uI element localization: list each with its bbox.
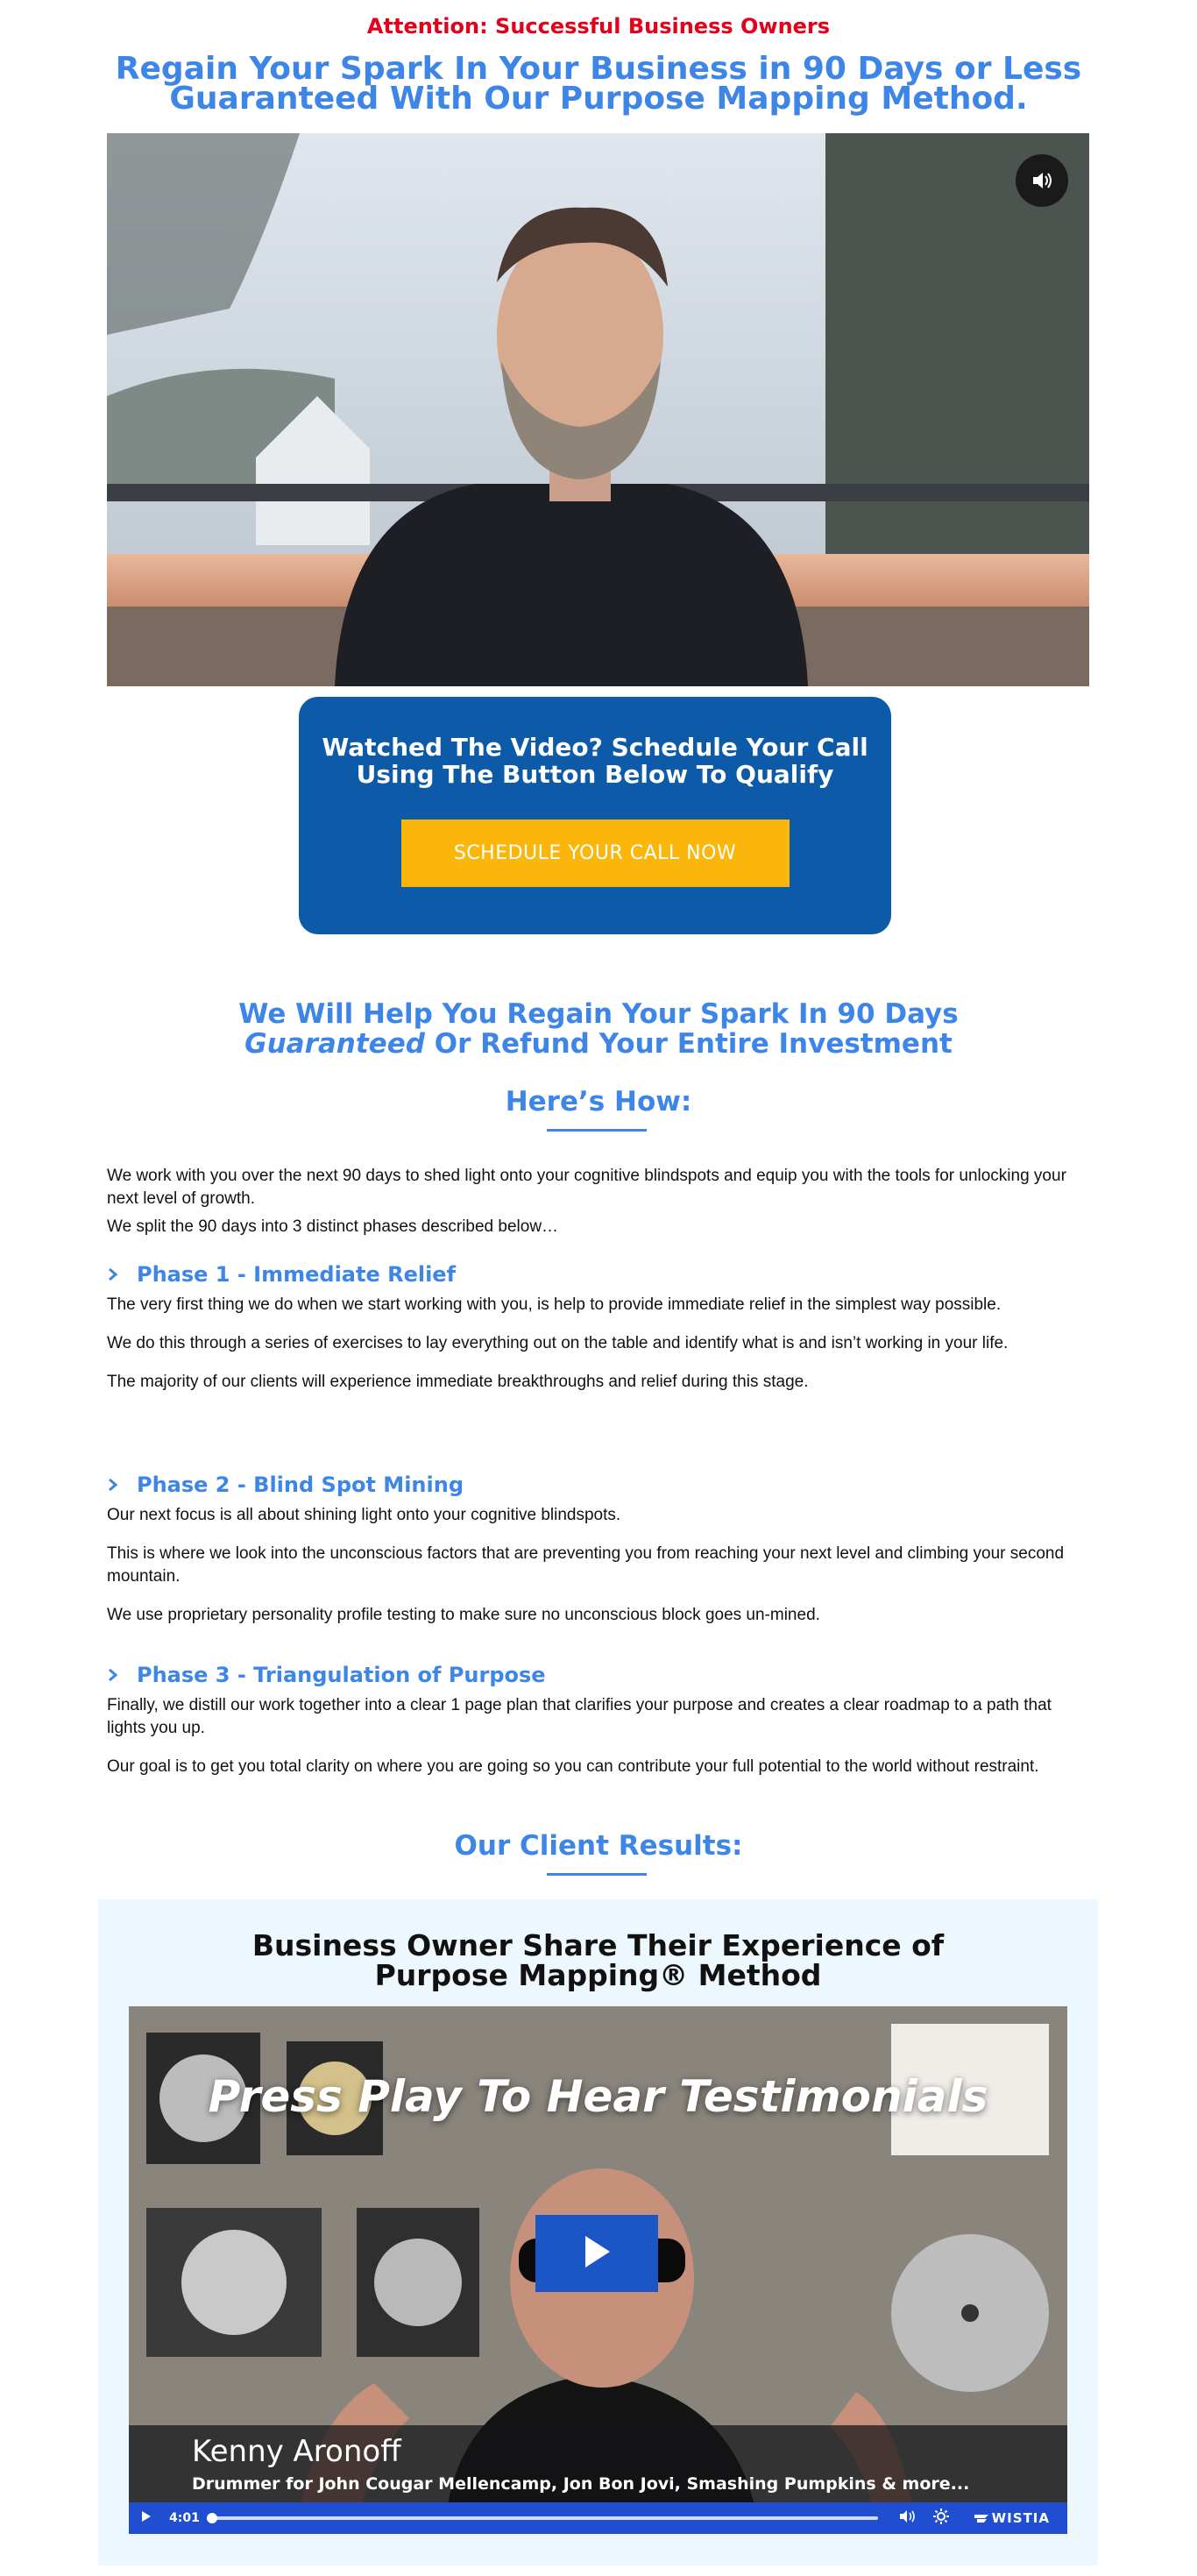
play-icon <box>582 2234 612 2274</box>
how-intro-1: We work with you over the next 90 days to shed light onto your cognitive blindspots and equip you with the tools for unlocking your next level of growth. <box>107 1167 1066 1208</box>
phase-1-paragraph: We do this through a series of exercises to lay everything out on the table and identify what is and isn’t working in your life. <box>107 1334 1009 1352</box>
phase-3-body <box>107 1694 1089 1794</box>
cta-title <box>299 697 891 788</box>
schedule-call-button[interactable]: SCHEDULE YOUR CALL NOW <box>401 820 790 887</box>
wistia-brand-link[interactable] <box>974 2502 1050 2534</box>
video-control-bar <box>129 2502 1067 2534</box>
speaker-volume-icon <box>899 2509 917 2527</box>
phase-3-heading <box>107 1663 546 1687</box>
schedule-call-panel <box>299 697 891 934</box>
phase-1-heading <box>107 1262 456 1287</box>
scrubber-handle[interactable] <box>207 2513 217 2523</box>
phase-2-heading <box>107 1473 464 1497</box>
settings-button[interactable] <box>922 2502 960 2534</box>
phase-1-paragraph: The very first thing we do when we start working with you, is help to provide immediate relief in the simplest way possible. <box>107 1295 1002 1314</box>
guarantee-line-2-rest: Or Refund Your Entire Investment <box>424 1028 953 1060</box>
testimonial-video-player[interactable] <box>129 2006 1067 2534</box>
phase-2-paragraph: Our next focus is all about shining light onto your cognitive blindspots. <box>107 1506 621 1524</box>
play-icon <box>141 2510 152 2526</box>
play-button[interactable] <box>535 2215 658 2292</box>
phase-2-body <box>107 1504 1089 1643</box>
phase-1-title: Phase 1 - Immediate Relief <box>137 1262 457 1287</box>
client-results-heading: Our Client Results: <box>454 1830 743 1862</box>
phase-2-paragraph: We use proprietary personality profile testing to make sure no unconscious block goes un-mined. <box>107 1606 820 1624</box>
volume-button[interactable] <box>894 2502 922 2534</box>
heres-how-underline <box>547 1129 647 1132</box>
speaker-volume-icon <box>1030 168 1054 193</box>
headline-line-2: Guaranteed With Our Purpose Mapping Method. <box>169 81 1028 117</box>
mute-button[interactable] <box>1016 154 1068 207</box>
heres-how-heading: Here’s How: <box>505 1086 692 1118</box>
speaker-name: Kenny Aronoff <box>192 2434 401 2469</box>
cta-title-line-1: Watched The Video? Schedule Your Call <box>322 733 868 762</box>
video-frame-image <box>107 133 1089 686</box>
phase-3-paragraph: Our goal is to get you total clarity on where you are going so you can contribute your full potential to the world without restraint. <box>107 1757 1039 1776</box>
page-headline <box>0 51 1197 117</box>
how-intro <box>107 1165 1089 1238</box>
chevron-right-icon <box>107 1668 128 1682</box>
client-results-underline <box>547 1873 647 1876</box>
cta-title-line-2: Using The Button Below To Qualify <box>356 760 834 789</box>
headline-line-1: Regain Your Spark In Your Business in 90 Days or Less <box>115 51 1082 87</box>
testimonial-title-line-1: Business Owner Share Their Experience of <box>251 1928 945 1962</box>
phase-2-paragraph: This is where we look into the unconscious factors that are preventing you from reaching your next level and climbing your second mountain. <box>107 1544 1065 1586</box>
attention-label: Attention: Successful Business Owners <box>366 14 831 39</box>
small-play-button[interactable] <box>129 2502 164 2534</box>
testimonial-panel <box>98 1899 1098 2565</box>
phase-2-title: Phase 2 - Blind Spot Mining <box>137 1473 464 1497</box>
testimonial-overlay-title: Press Play To Hear Testimonials <box>208 2071 988 2122</box>
phase-1-body <box>107 1294 1089 1409</box>
testimonial-panel-title <box>98 1899 1098 1991</box>
how-intro-2: We split the 90 days into 3 distinct phases described below… <box>107 1217 559 1236</box>
phase-3-title: Phase 3 - Triangulation of Purpose <box>137 1663 546 1687</box>
gear-icon <box>933 2509 949 2528</box>
phase-1-paragraph: The majority of our clients will experience immediate breakthroughs and relief during this stage. <box>107 1373 809 1391</box>
wistia-logo-icon <box>974 2513 988 2523</box>
phase-3-paragraph: Finally, we distill our work together into a clear 1 page plan that clarifies your purpose and creates a clear roadmap to a path that lights you up. <box>107 1696 1052 1737</box>
video-duration: 4:01 <box>169 2511 200 2525</box>
speaker-subtitle: Drummer for John Cougar Mellencamp, Jon Bon Jovi, Smashing Pumpkins & more... <box>192 2474 970 2494</box>
main-video-player[interactable] <box>107 133 1089 686</box>
guarantee-line-1: We Will Help You Regain Your Spark In 90 Days <box>238 998 959 1030</box>
speaker-lower-third <box>129 2425 1067 2509</box>
guarantee-line-2 <box>0 1029 1197 1059</box>
guarantee-heading <box>0 999 1197 1059</box>
video-scrubber[interactable] <box>207 2516 878 2520</box>
chevron-right-icon <box>107 1478 128 1492</box>
testimonial-title-line-2: Purpose Mapping® Method <box>374 1958 822 1992</box>
chevron-right-icon <box>107 1267 128 1281</box>
guarantee-emphasis: Guaranteed <box>244 1028 425 1060</box>
wistia-brand-label: WISTIA <box>991 2510 1050 2526</box>
